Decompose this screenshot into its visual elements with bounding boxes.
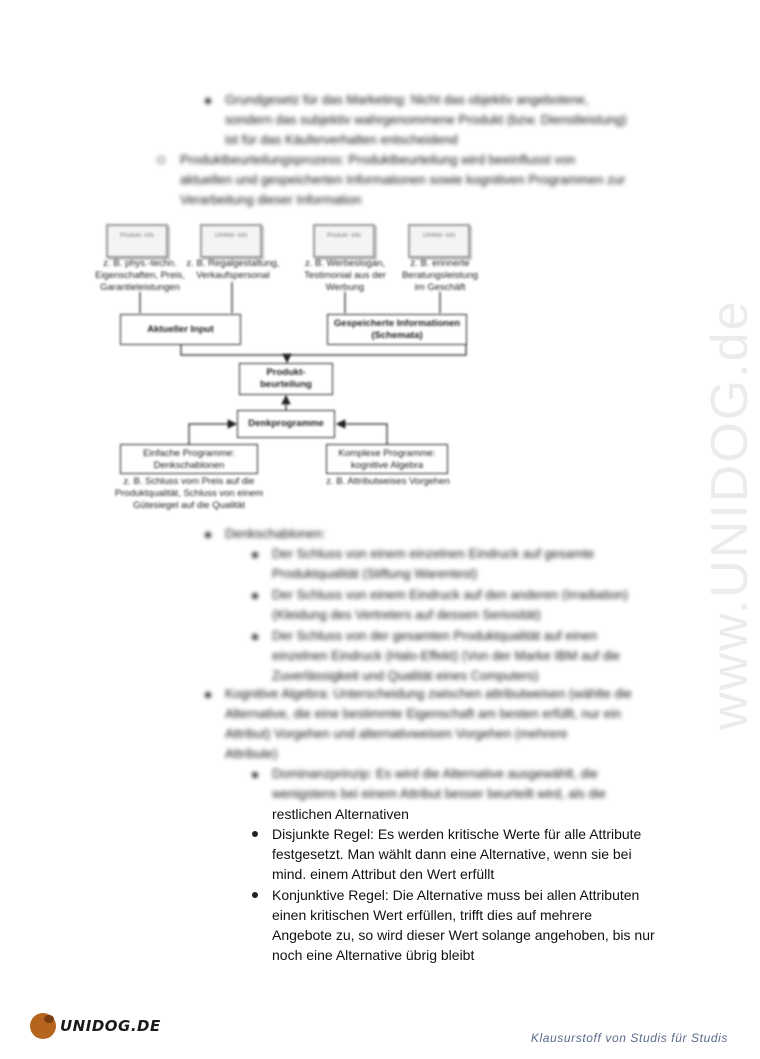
dog-icon xyxy=(30,1013,56,1039)
diagram-caption: z. B. Attributweises Vorgehen xyxy=(326,476,450,487)
current-input-box: Aktueller Input xyxy=(120,314,241,345)
text-line: einzelnen Eindruck (Halo-Effekt) (Von der Marke IBM auf die xyxy=(272,648,621,663)
text-line: aktuellen und gespeicherten Informationen sowie kognitiven Programmen zur xyxy=(180,172,626,187)
product-evaluation-box: Produkt- beurteilung xyxy=(239,363,333,395)
text-line: wenigstens bei einem Attribut besser beurteilt wird, als die xyxy=(272,786,606,801)
text-line: noch eine Alternative übrig bleibt xyxy=(272,947,475,963)
text-line: einen kritischen Wert erfüllen, trifft dies auf mehrere xyxy=(272,907,593,923)
text-line: Dominanzprinzip: Es wird die Alternative ausgewählt, die xyxy=(272,766,598,781)
text-line: sondern das subjektiv wahrgenommene Produkt (bzw. Dienstleistung) xyxy=(225,112,627,127)
text-line: (Kleidung des Vertreters auf dessen Seriosität) xyxy=(272,607,541,622)
stored-information-box: Gespeicherte Informationen (Schemata) xyxy=(327,314,467,345)
complex-programs-box: Komplexe Programme: kognitive Algebra xyxy=(326,444,448,474)
brand-name: UNIDOG.DE xyxy=(60,1017,161,1035)
environment-info-image: Umfeld- info xyxy=(200,224,262,258)
text-line: Der Schluss von einem einzelnen Eindruck auf gesamte xyxy=(272,546,595,561)
text-line: Zuverlässigkeit und Qualität eines Computers) xyxy=(272,668,539,683)
product-info-image: Produkt- info xyxy=(313,224,375,258)
text-line: ist für das Käuferverhalten entscheidend xyxy=(225,132,458,147)
text-line: Der Schluss von der gesamten Produktqualität auf einen xyxy=(272,628,598,643)
bullet-icon xyxy=(252,831,258,837)
text-line: Attribute) xyxy=(225,746,278,761)
environment-info-image: Umfeld- info xyxy=(408,224,470,258)
diagram-caption: z. B. Schluss vom Preis auf die Produktqualität, Schluss von einem Gütesiegel auf die Qualität xyxy=(114,476,264,511)
diagram-caption: z. B. Werbeslogan, Testimonial aus der Werbung xyxy=(304,258,386,293)
diagram-caption: z. B. erinnerte Beratungsleistung im Geschäft xyxy=(401,258,479,293)
diagram-caption: z. B. Regalgestaltung, Verkaufspersonal xyxy=(186,258,280,281)
bullet-icon xyxy=(205,692,211,698)
bullet-icon xyxy=(252,552,258,558)
text-line: Grundgesetz für das Marketing: Nicht das objektiv angebotene, xyxy=(225,92,589,107)
bullet-icon xyxy=(252,772,258,778)
diagram-caption: z. B. phys.-techn. Eigenschaften, Preis, Garantieleistungen xyxy=(95,258,185,293)
thinking-programs-box: Denkprogramme xyxy=(237,410,335,438)
text-line: Disjunkte Regel: Es werden kritische Werte für alle Attribute xyxy=(272,826,642,842)
simple-programs-box: Einfache Programme: Denkschablonen xyxy=(120,444,258,474)
text-line: Denkschablonen: xyxy=(225,526,326,541)
text-line: Alternative, die eine bestimmte Eigenschaft am besten erfüllt, nur ein xyxy=(225,706,621,721)
text-line: Produktbeurteilungsprozess: Produktbeurteilung wird beeinflusst von xyxy=(180,152,576,167)
text-line: restlichen Alternativen xyxy=(272,806,409,822)
text-line: mind. einem Attribut den Wert erfüllt xyxy=(272,866,495,882)
text-line: Der Schluss von einem Eindruck auf den anderen (Irradiation) xyxy=(272,587,629,602)
text-line: Kognitive Algebra: Unterscheidung zwischen attributweisen (wählte die xyxy=(225,686,632,701)
bullet-icon xyxy=(205,532,211,538)
text-line: Angebote zu, so wird dieser Wert solange angehoben, bis nur xyxy=(272,927,655,943)
text-line: Konjunktive Regel: Die Alternative muss bei allen Attributen xyxy=(272,887,640,903)
text-line: Produktqualität (Stiftung Warentest) xyxy=(272,566,478,581)
bullet-icon xyxy=(252,593,258,599)
unidog-logo[interactable] xyxy=(30,1013,161,1039)
bullet-icon xyxy=(252,892,258,898)
text-line: festgesetzt. Man wählt dann eine Alternative, wenn sie bei xyxy=(272,846,632,862)
text-line: Attribut) Vorgehen und alternativweisen Vorgehen (mehrere xyxy=(225,726,568,741)
bullet-icon xyxy=(252,634,258,640)
footer-tagline: Klausurstoff von Studis für Studis xyxy=(530,1031,728,1045)
product-info-image: Produkt- info xyxy=(106,224,168,258)
text-line: Verarbeitung dieser Information xyxy=(180,192,362,207)
watermark: www.UNIDOG.de xyxy=(701,299,759,730)
